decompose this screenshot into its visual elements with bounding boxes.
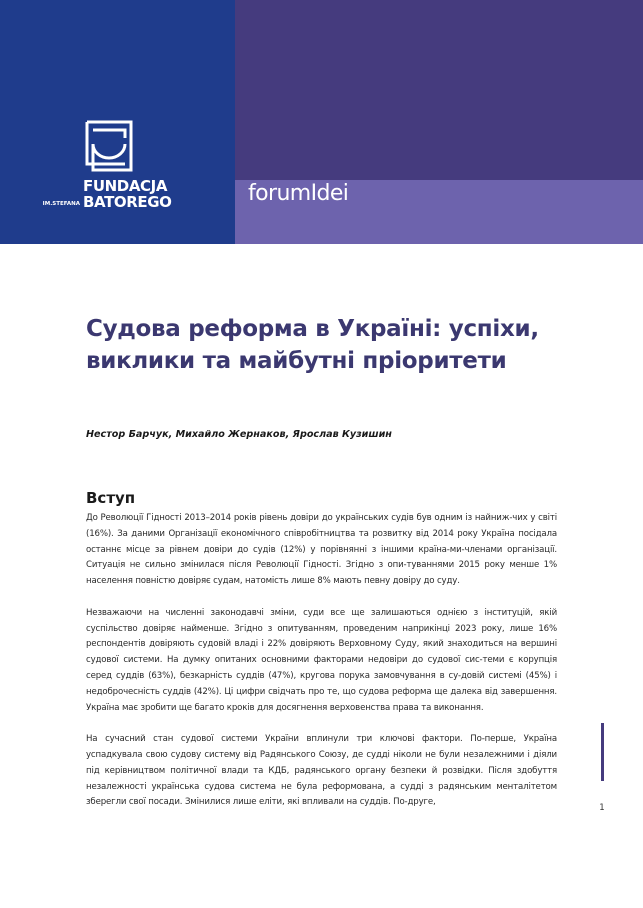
page-marker-bar xyxy=(601,723,604,781)
logo-text-im-stefana: IM.STEFANA xyxy=(42,201,80,207)
logo-text-fundacja: FUNDACJA xyxy=(83,177,168,195)
page-number: 1 xyxy=(599,803,605,813)
series-banner-top xyxy=(235,0,643,180)
document-title: Судова реформа в Україні: успіхи, виклики та майбутні пріоритети xyxy=(86,316,539,374)
body-paragraph: До Революції Гідності 2013–2014 років рівень довіри до українських судів був одним із найниж-чих у світі (16%). За даними Організації економічного співробітництва та розвитку від 2014 року Україна посідала останнє місце за рівнем довіри до судів (12%) у порівнянні з іншими країна-ми-членами організації. Ситуація не сильно змінилася після Революції Гідності. Згідно з опи-туваннями 2015 року менше 1% населення повністю довіряє судам, натомість лише 8% мають певну довіру до суду. xyxy=(86,513,557,587)
section-heading-intro: Вступ xyxy=(86,489,136,507)
logo-text-batorego: BATOREGO xyxy=(83,193,172,211)
series-name: forumIdei xyxy=(248,181,349,206)
document-body xyxy=(86,511,557,827)
report-header xyxy=(0,0,643,244)
fundacja-batorego-logo-icon xyxy=(85,120,133,172)
foundation-brand-block xyxy=(0,0,235,244)
body-paragraph: На сучасний стан судової системи України вплинули три ключові фактори. По-перше, Україна успадкувала свою судову систему від Радянського Союзу, де судді ніколи не були незалежними і діяли під керівництвом політичної влади та КДБ, радянського органу безпеки й розвідки. Після здобуття незалежності українська судова система не була реформована, а судді з радянським менталітетом зберегли свої посади. Змінилися лише еліти, які впливали на суддів. По-друге, xyxy=(86,734,557,808)
body-paragraph: Незважаючи на численні законодавчі зміни, суди все ще залишаються однією з інституцій, якій суспільство довіряє найменше. Згідно з опитуванням, проведеним наприкінці 2023 року, лише 16% респондентів довіряють судовій владі і 22% довіряють Верховному Суду, який знаходиться на вершині судової системи. На думку опитаних основними факторами недовіри до судової сис-теми є корупція серед суддів (63%), безкарність суддів (47%), кругова порука замовчування в су-довій системі (45%) і недоброчесність суддів (42%). Ці цифри свідчать про те, що судова реформа ще далека від завершення. Україна має зробити ще багато кроків для досягнення верховенства права та виконання. xyxy=(86,607,557,713)
document-authors: Нестор Барчук, Михайло Жернаков, Ярослав Кузишин xyxy=(86,429,392,440)
